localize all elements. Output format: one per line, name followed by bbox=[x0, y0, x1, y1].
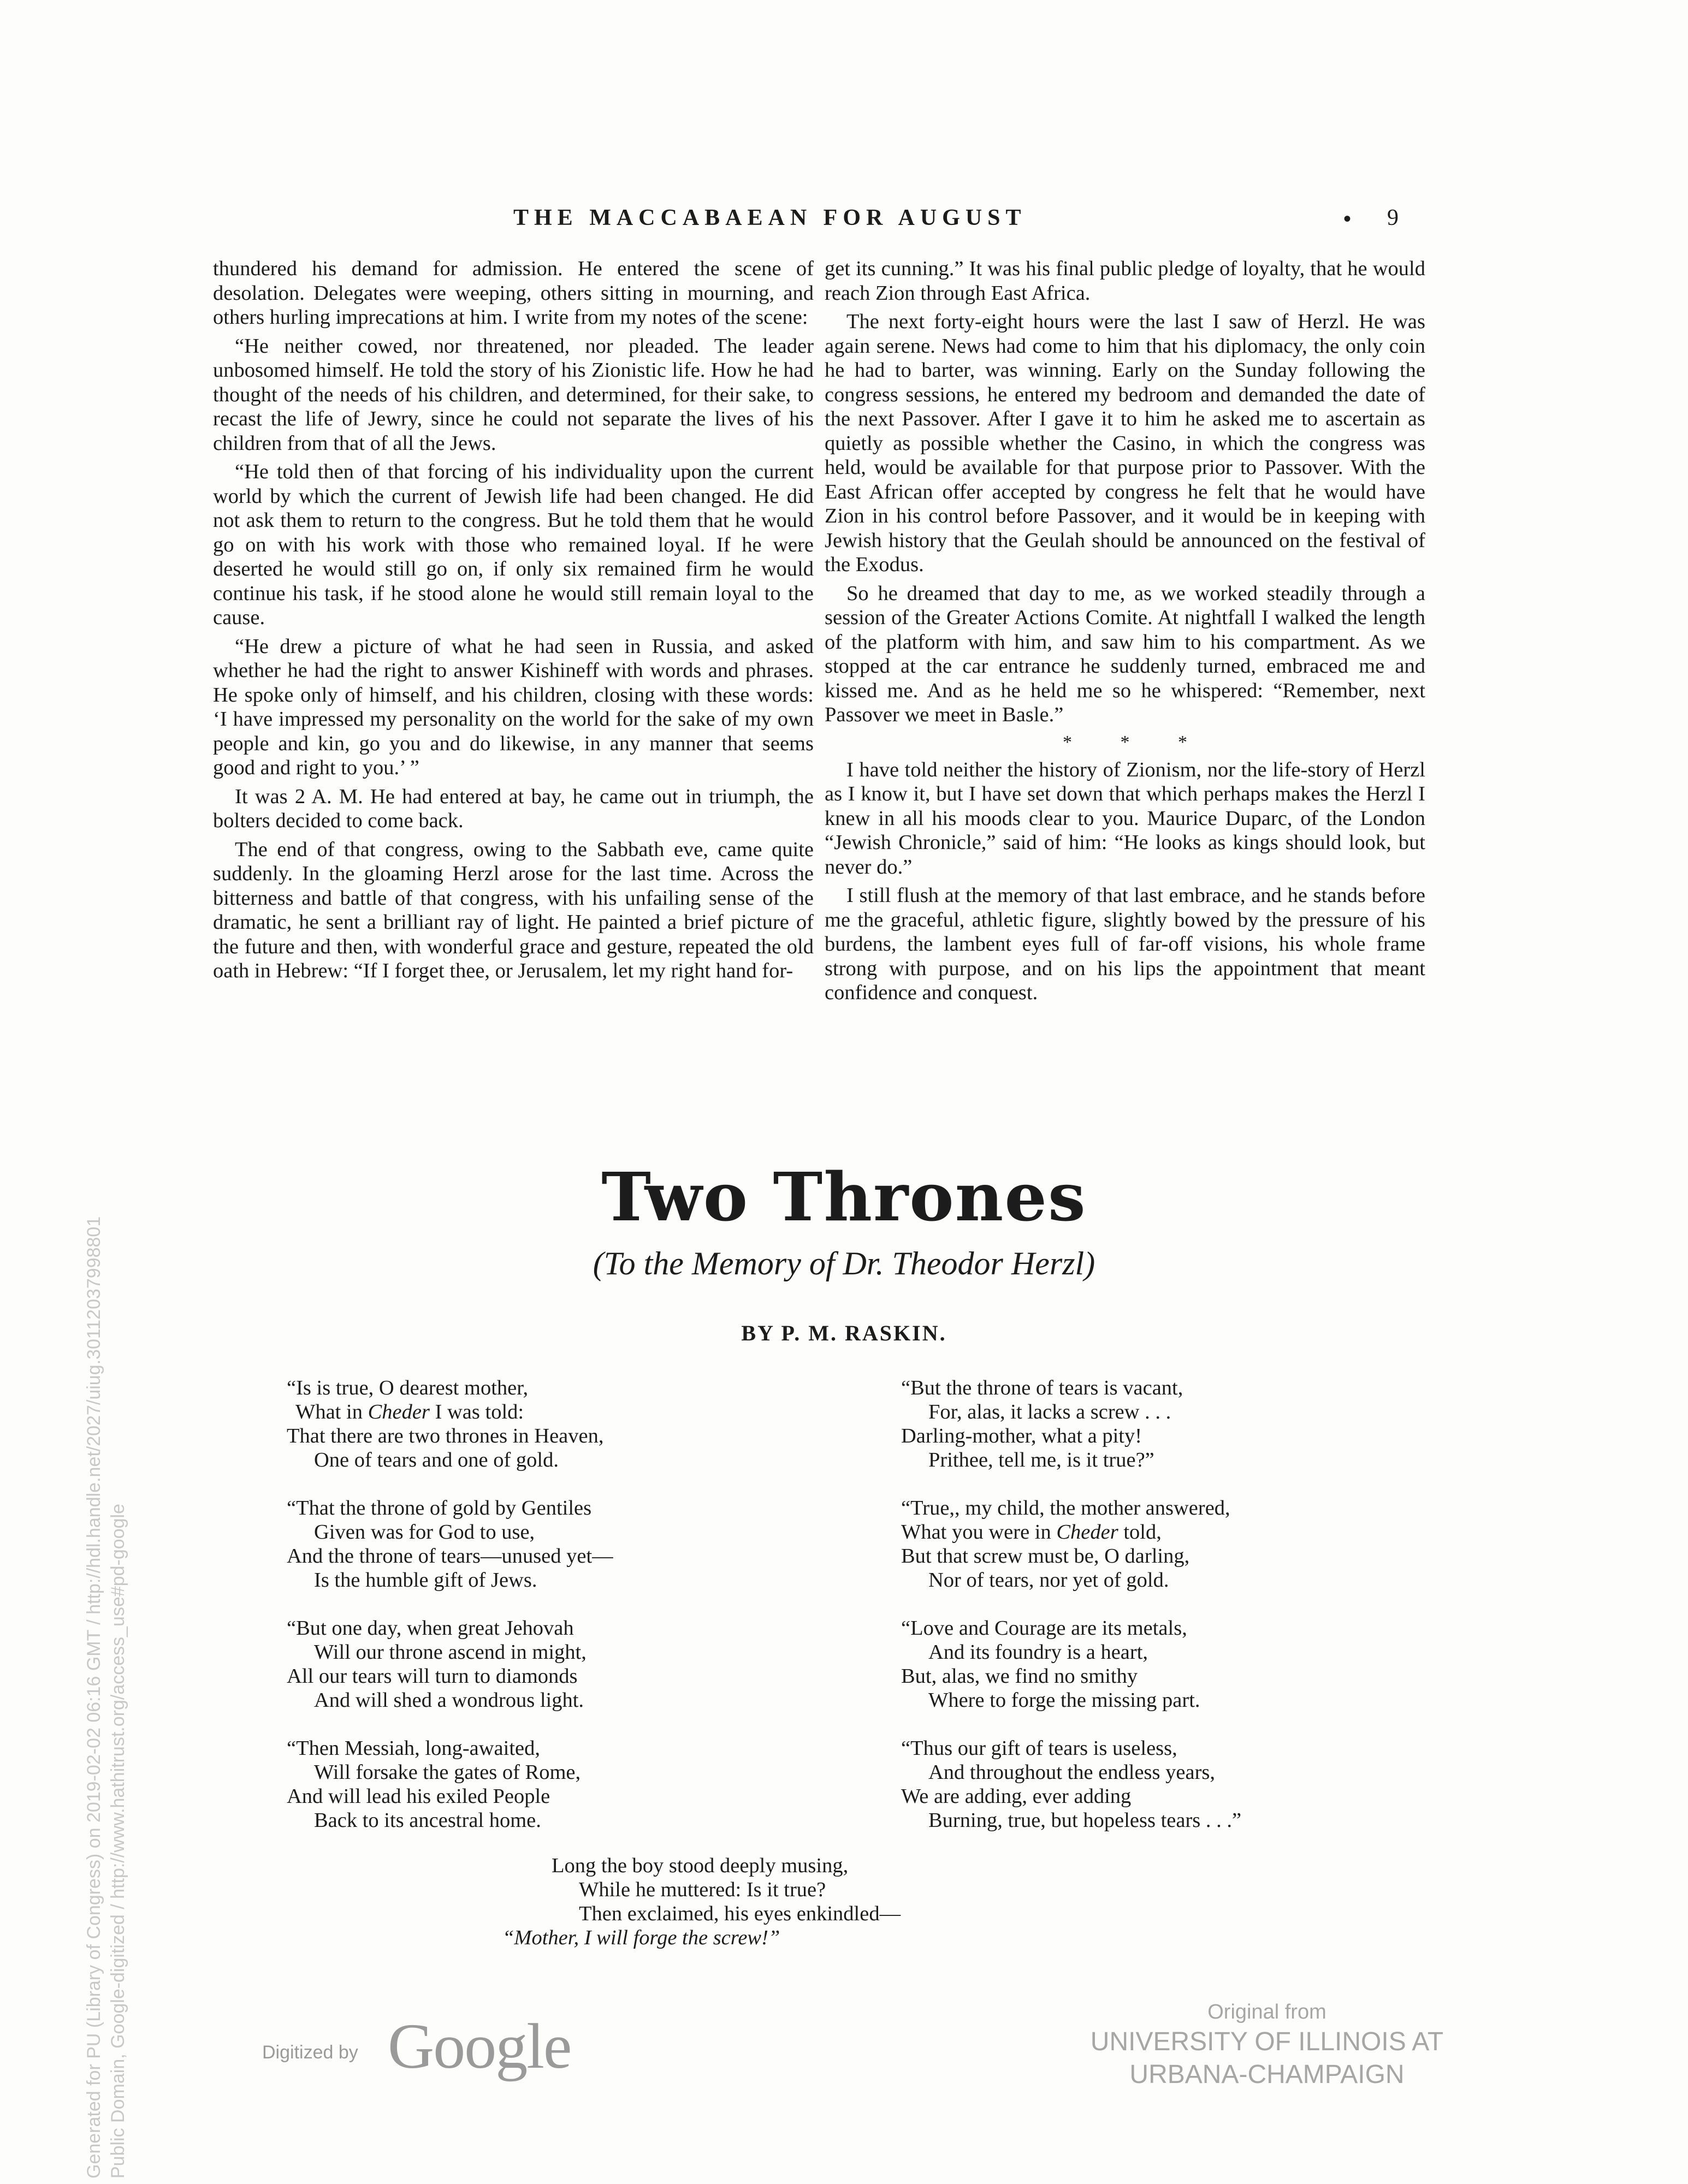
verse-line: And the throne of tears—unused yet— bbox=[287, 1545, 613, 1568]
digitized-by-watermark bbox=[262, 2009, 644, 2082]
verse-line: Darling-mother, what a pity! bbox=[901, 1425, 1142, 1447]
stanza bbox=[901, 1496, 1556, 1592]
right-article-column bbox=[825, 257, 1425, 1168]
paragraph: It was 2 A. M. He had entered at bay, he came out in triumph, the bolters decided to come back. bbox=[213, 785, 814, 832]
stanza bbox=[901, 1736, 1556, 1832]
stanza bbox=[901, 1376, 1556, 1472]
verse-line: Burning, true, but hopeless tears . . .” bbox=[928, 1809, 1242, 1832]
verse-line: Given was for God to use, bbox=[314, 1521, 535, 1544]
header-title: THE MACCABAEAN FOR AUGUST bbox=[513, 205, 1027, 230]
stanza bbox=[287, 1376, 942, 1472]
stanza bbox=[287, 1736, 942, 1832]
paragraph: The end of that congress, owing to the Sabbath eve, came quite suddenly. In the gloaming Herzl arose for the last time. Across the bitterness and battle of that congress, with his unfailing sense of the dramatic, he sent a brilliant ray of light. He painted a brief picture of the future and then, with wonderful grace and gesture, repeated the old oath in Hebrew: “If I forget thee, or Jerusalem, let my right hand for- bbox=[213, 838, 814, 982]
verse-line: Prithee, tell me, is it true?” bbox=[928, 1449, 1154, 1471]
verse-line: We are adding, ever adding bbox=[901, 1785, 1132, 1808]
page-number: 9 bbox=[1387, 205, 1399, 230]
generation-side-note bbox=[82, 541, 130, 2179]
running-header bbox=[208, 205, 1434, 238]
verse-line: Then exclaimed, his eyes enkindled— bbox=[579, 1902, 901, 1925]
poem-subtitle: (To the Memory of Dr. Theodor Herzl) bbox=[593, 1245, 1095, 1281]
poem-left-column bbox=[287, 1376, 942, 1856]
verse-line: Where to forge the missing part. bbox=[928, 1689, 1200, 1712]
original-from-label: Original from bbox=[1207, 2001, 1326, 2023]
paragraph: I still flush at the memory of that last embrace, and he stands before me the graceful, athletic figure, slightly bowed by the pressure of his burdens, the lambent eyes full of far-off visions, his whole frame strong with purpose, and on his lips the appointment that meant confidence and conquest. bbox=[825, 884, 1425, 1004]
digitized-by-label: Digitized by bbox=[262, 2042, 358, 2063]
verse-line: What you were in Cheder told, bbox=[901, 1521, 1162, 1544]
stanza bbox=[287, 1496, 942, 1592]
verse-line: “True,, my child, the mother answered, bbox=[901, 1497, 1230, 1520]
verse-line: “Then Messiah, long-awaited, bbox=[287, 1737, 540, 1760]
verse-line: “Mother, I will forge the screw!” bbox=[502, 1926, 780, 1949]
verse-line: And will lead his exiled People bbox=[287, 1785, 550, 1808]
verse-line: “But one day, when great Jehovah bbox=[287, 1617, 574, 1640]
verse-line: Is the humble gift of Jews. bbox=[314, 1569, 537, 1592]
original-source-watermark bbox=[1059, 1998, 1474, 2091]
final-stanza bbox=[502, 1854, 901, 1950]
verse-line: And its foundry is a heart, bbox=[928, 1641, 1148, 1664]
verse-line: “Thus our gift of tears is useless, bbox=[901, 1737, 1177, 1760]
verse-line: While he muttered: Is it true? bbox=[579, 1878, 826, 1901]
paragraph: get its cunning.” It was his final public pledge of loyalty, that he would reach Zion through East Africa. bbox=[825, 257, 1425, 305]
paragraph: I have told neither the history of Zionism, nor the life-story of Herzl as I know it, but I have set down that which perhaps makes the Herzl I knew in all his moods clear to you. Maurice Duparc, of the London “Jewish Chronicle,” said of him: “He looks as kings should look, but never do.” bbox=[825, 758, 1425, 879]
paragraph: The next forty-eight hours were the last I saw of Herzl. He was again serene. News had come to him that his diplomacy, the only coin he had to barter, was winning. Early on the Sunday following the congress sessions, he entered my bedroom and demanded the date of the next Passover. After I gave it to him he asked me to ascertain as quietly as possible whether the Casino, in which the congress was held, would be available for that purpose prior to Passover. With the East African offer accepted by congress he felt that he would have Zion in his control before Passover, and it would be in keeping with Jewish history that the Geulah should be announced on the festival of the Exodus. bbox=[825, 310, 1425, 576]
poem-title: Two Thrones bbox=[601, 1158, 1087, 1236]
verse-line: All our tears will turn to diamonds bbox=[287, 1665, 578, 1688]
institution-name: UNIVERSITY OF ILLINOIS AT bbox=[1090, 2027, 1444, 2056]
google-logo: Google bbox=[388, 2010, 571, 2082]
verse-line: That there are two thrones in Heaven, bbox=[287, 1425, 604, 1447]
section-separator: * * * bbox=[1063, 732, 1209, 752]
verse-line: Nor of tears, nor yet of gold. bbox=[928, 1569, 1169, 1592]
verse-line: But that screw must be, O darling, bbox=[901, 1545, 1190, 1568]
side-note-line: Public Domain, Google-digitized / http://www.hathitrust.org/access_use#pd-google bbox=[108, 1503, 128, 2179]
left-article-column bbox=[213, 257, 814, 1168]
verse-line: For, alas, it lacks a screw . . . bbox=[928, 1400, 1171, 1423]
verse-line: “Love and Courage are its metals, bbox=[901, 1617, 1187, 1640]
stanza bbox=[901, 1616, 1556, 1712]
verse-line: But, alas, we find no smithy bbox=[901, 1665, 1138, 1688]
verse-line: And will shed a wondrous light. bbox=[314, 1689, 584, 1712]
paragraph: “He told then of that forcing of his individuality upon the current world by which the current of Jewish life had been changed. He did not ask them to return to the congress. But he told them that he would go on with his work with those who remained loyal. If he were deserted he would still go on, if only six remained firm he would continue his task, if he stood alone he would still remain loyal to the cause. bbox=[213, 460, 814, 629]
verse-line: Back to its ancestral home. bbox=[314, 1809, 541, 1832]
verse-line: Will forsake the gates of Rome, bbox=[314, 1761, 581, 1784]
verse-line: And throughout the endless years, bbox=[928, 1761, 1215, 1784]
verse-line: Long the boy stood deeply musing, bbox=[552, 1854, 849, 1877]
paragraph: So he dreamed that day to me, as we worked steadily through a session of the Greater Actions Comite. At nightfall I walked the length of the platform with him, and saw him to his compartment. As we stopped at the car entrance he suddenly turned, embraced me and kissed me. And as he held me so he whispered: “Remember, next Passover we meet in Basle.” bbox=[825, 581, 1425, 726]
paragraph: thundered his demand for admission. He entered the scene of desolation. Delegates were weeping, others sitting in mourning, and others hurling imprecations at him. I write from my notes of the scene: bbox=[213, 257, 814, 329]
verse-line: “That the throne of gold by Gentiles bbox=[287, 1497, 592, 1520]
institution-city: URBANA-CHAMPAIGN bbox=[1129, 2060, 1405, 2089]
verse-line: Will our throne ascend in might, bbox=[314, 1641, 587, 1664]
poem-right-column bbox=[901, 1376, 1556, 1856]
stanza bbox=[287, 1616, 942, 1712]
paragraph: “He neither cowed, nor threatened, nor pleaded. The leader unbosomed himself. He told the story of his Zionistic life. How he had thought of the needs of his children, and determined, for their sake, to recast the life of Jewry, since he could not separate the lives of his children from that of all the Jews. bbox=[213, 334, 814, 455]
verse-line: What in Cheder I was told: bbox=[295, 1400, 524, 1423]
poem-byline: BY P. M. RASKIN. bbox=[741, 1321, 947, 1345]
verse-line: “But the throne of tears is vacant, bbox=[901, 1376, 1183, 1399]
paragraph: “He drew a picture of what he had seen in Russia, and asked whether he had the right to answer Kishineff with words and phrases. He spoke only of himself, and his children, closing with these words: ‘I have impressed my personality on the world for the sake of my own people and kin, go you and do likewise, in any manner that seems good and right to you.’ ” bbox=[213, 634, 814, 779]
verse-line: “Is is true, O dearest mother, bbox=[287, 1376, 529, 1399]
header-bullet: • bbox=[1343, 206, 1352, 231]
verse-line: One of tears and one of gold. bbox=[314, 1449, 559, 1471]
side-note-line: Generated for PU (Library of Congress) on 2019-02-02 06:16 GMT / http://hdl.handle.net/2027/uiug.30112037998801 bbox=[84, 1216, 104, 2179]
